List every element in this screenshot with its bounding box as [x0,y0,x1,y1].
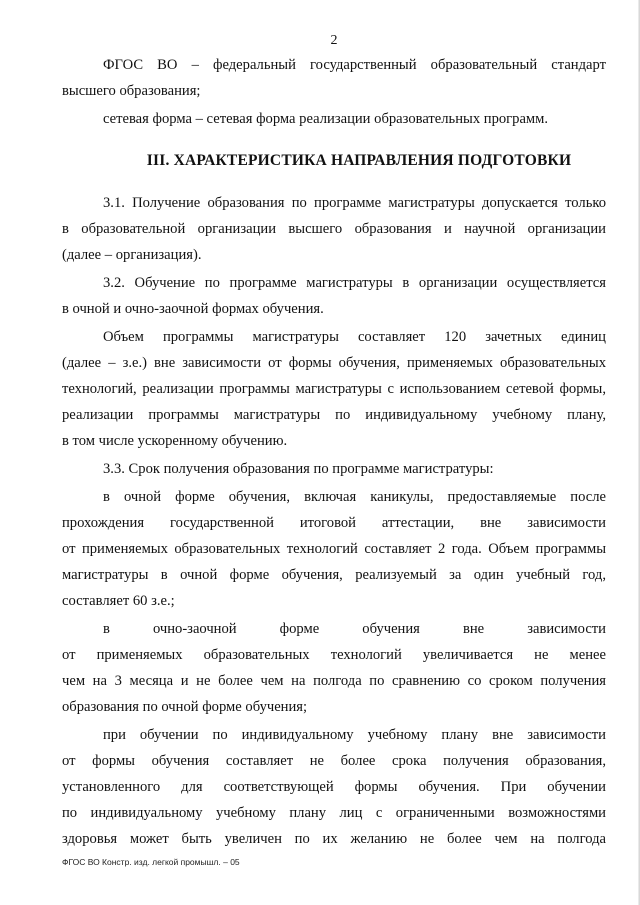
text-line: по индивидуальному учебному плану лиц с ограниченными возможностями [62,805,606,821]
paragraph-3-2 [62,270,606,322]
text-line: образования по очной форме обучения; [62,699,308,715]
page-number: 2 [330,33,338,48]
text-line: от применяемых образовательных технологий составляет 2 года. Объем программы [62,541,606,557]
paragraph-3-3 [62,456,606,482]
text-line: 3.3. Срок получения образования по программе магистратуры: [103,461,494,477]
text-line: в очной форме обучения, включая каникулы, предоставляемые после [103,489,606,505]
text-line: от применяемых образовательных технологий увеличивается не менее [62,647,606,663]
text-line: в образовательной организации высшего образования и научной организации [62,221,606,237]
page-footer: ФГОС ВО Констр. изд. легкой промышл. – 05 [62,857,240,867]
paragraph-fgos-definition [62,52,606,104]
paragraph-part-time-form [62,616,606,720]
text-line: технологий, реализации программы магистратуры с использованием сетевой формы, [62,381,606,397]
text-line: 3.1. Получение образования по программе магистратуры допускается только [103,195,606,211]
text-line: составляет 60 з.е.; [62,593,175,609]
paragraph-3-1 [62,190,606,268]
text-line: чем на 3 месяца и не более чем на полгода по сравнению со сроком получения [62,673,606,689]
section-heading: III. ХАРАКТЕРИСТИКА НАПРАВЛЕНИЯ ПОДГОТОВКИ [146,152,572,169]
text-line: здоровья может быть увеличен по их желанию не более чем на полгода [62,831,606,847]
text-line: (далее – з.е.) вне зависимости от формы обучения, применяемых образовательных [62,355,606,371]
text-line: магистратуры в очной форме обучения, реализуемый за один учебный год, [62,567,606,583]
paragraph-individual-plan [62,722,606,852]
text-line: в очной и очно-заочной формах обучения. [62,301,324,317]
text-line: установленного для соответствующей формы обучения. При обучении [62,779,606,795]
paragraph-program-volume [62,324,606,454]
text-line: (далее – организация). [62,247,202,263]
text-line: Объем программы магистратуры составляет 120 зачетных единиц [103,329,606,345]
text-line: ФГОС ВО – федеральный государственный образовательный стандарт [103,57,606,73]
paragraph-full-time-form [62,484,606,614]
text-line: прохождения государственной итоговой аттестации, вне зависимости [62,515,606,531]
text-line: в том числе ускоренному обучению. [62,433,288,449]
paragraph-network-form-definition [62,106,606,132]
text-line: от формы обучения составляет не более срока получения образования, [62,753,606,769]
text-line: при обучении по индивидуальному учебному плану вне зависимости [103,727,606,743]
text-line: сетевая форма – сетевая форма реализации образовательных программ. [103,111,549,127]
document-body [62,52,606,852]
text-line: высшего образования; [62,83,201,99]
text-line: реализации программы магистратуры по индивидуальному учебному плану, [62,407,606,423]
text-line: 3.2. Обучение по программе магистратуры в организации осуществляется [103,275,606,291]
text-line: в очно-заочной форме обучения вне зависимости [103,621,606,637]
